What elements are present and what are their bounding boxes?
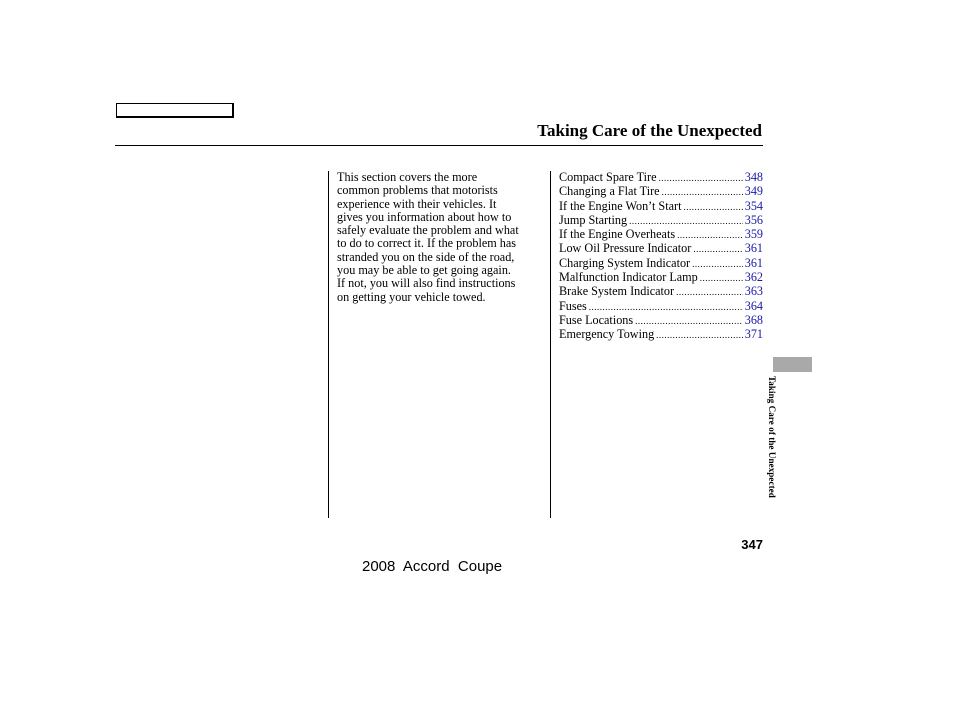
intro-line: common problems that motorists xyxy=(337,183,498,198)
toc-item-jump-starting[interactable] xyxy=(559,214,763,228)
intro-line: This section covers the more xyxy=(337,170,478,184)
toc-leader-dots xyxy=(629,215,743,228)
toc-leader-dots xyxy=(677,229,743,242)
toc-page-link[interactable]: 371 xyxy=(744,327,763,342)
toc-item-fuse-locations[interactable] xyxy=(559,314,763,328)
toc-item-label: Compact Spare Tire xyxy=(559,170,657,184)
intro-line: you may be able to get going again. xyxy=(337,263,511,278)
toc-leader-dots xyxy=(692,258,743,271)
toc-item-fuses[interactable] xyxy=(559,300,763,314)
toc-page-link[interactable]: 364 xyxy=(744,298,763,313)
toc-item-label: If the Engine Won’t Start xyxy=(559,198,682,213)
toc-item-emergency-towing[interactable] xyxy=(559,328,763,342)
title-rule xyxy=(115,145,763,146)
table-of-contents xyxy=(559,171,763,343)
toc-item-compact-spare-tire[interactable] xyxy=(559,171,763,185)
toc-item-if-the-engine-overheats[interactable] xyxy=(559,228,763,242)
toc-page-link[interactable]: 348 xyxy=(744,170,763,184)
toc-item-label: Charging System Indicator xyxy=(559,255,691,270)
toc-leader-dots xyxy=(635,315,743,328)
toc-item-charging-system-indicator[interactable] xyxy=(559,257,763,271)
footer-model: 2008 Accord Coupe xyxy=(362,558,503,575)
toc-leader-dots xyxy=(662,186,743,199)
toc-item-label: Emergency Towing xyxy=(559,327,655,342)
toc-item-label: Malfunction Indicator Lamp xyxy=(559,270,698,285)
intro-paragraph xyxy=(337,171,547,304)
toc-leader-dots xyxy=(693,243,742,256)
toc-item-label: Fuses xyxy=(559,298,587,313)
toc-item-label: Low Oil Pressure Indicator xyxy=(559,241,692,256)
toc-page-link[interactable]: 368 xyxy=(744,312,763,327)
toc-item-changing-a-flat-tire[interactable] xyxy=(559,185,763,199)
toc-leader-dots xyxy=(589,301,743,314)
section-tab-label: Taking Care of the Unexpected xyxy=(767,376,777,498)
page-title: Taking Care of the Unexpected xyxy=(537,121,762,140)
toc-page-link[interactable]: 354 xyxy=(744,198,763,213)
toc-item-label: Jump Starting xyxy=(559,212,628,227)
toc-leader-dots xyxy=(676,286,743,299)
left-column-rule xyxy=(328,171,329,518)
intro-line: experience with their vehicles. It xyxy=(337,196,497,211)
toc-page-link[interactable]: 356 xyxy=(744,212,763,227)
toc-page-link[interactable]: 362 xyxy=(744,270,763,285)
toc-leader-dots xyxy=(700,272,743,285)
intro-line: safely evaluate the problem and what xyxy=(337,223,519,238)
intro-line: on getting your vehicle towed. xyxy=(337,289,486,304)
toc-item-if-the-engine-wont-start[interactable] xyxy=(559,200,763,214)
intro-line: stranded you on the side of the road, xyxy=(337,249,515,264)
intro-line: gives you information about how to xyxy=(337,209,512,224)
toc-page-link[interactable]: 363 xyxy=(744,284,763,299)
toc-page-link[interactable]: 349 xyxy=(744,184,763,199)
intro-line: If not, you will also find instructions xyxy=(337,276,516,291)
right-column-rule xyxy=(550,171,551,518)
toc-page-link[interactable]: 359 xyxy=(744,227,763,242)
toc-item-label: If the Engine Overheats xyxy=(559,227,676,242)
toc-item-brake-system-indicator[interactable] xyxy=(559,285,763,299)
toc-leader-dots xyxy=(656,329,743,342)
toc-item-label: Brake System Indicator xyxy=(559,284,675,299)
nav-box[interactable] xyxy=(116,103,234,118)
toc-item-low-oil-pressure-indicator[interactable] xyxy=(559,242,763,256)
toc-item-label: Changing a Flat Tire xyxy=(559,184,660,199)
page-number: 347 xyxy=(741,537,763,552)
toc-leader-dots xyxy=(659,172,743,185)
toc-page-link[interactable]: 361 xyxy=(744,255,763,270)
toc-item-malfunction-indicator-lamp[interactable] xyxy=(559,271,763,285)
section-tab[interactable] xyxy=(773,357,812,372)
toc-leader-dots xyxy=(683,201,742,214)
toc-page-link[interactable]: 361 xyxy=(744,241,763,256)
intro-line: to do to correct it. If the problem has xyxy=(337,236,517,251)
toc-item-label: Fuse Locations xyxy=(559,312,634,327)
